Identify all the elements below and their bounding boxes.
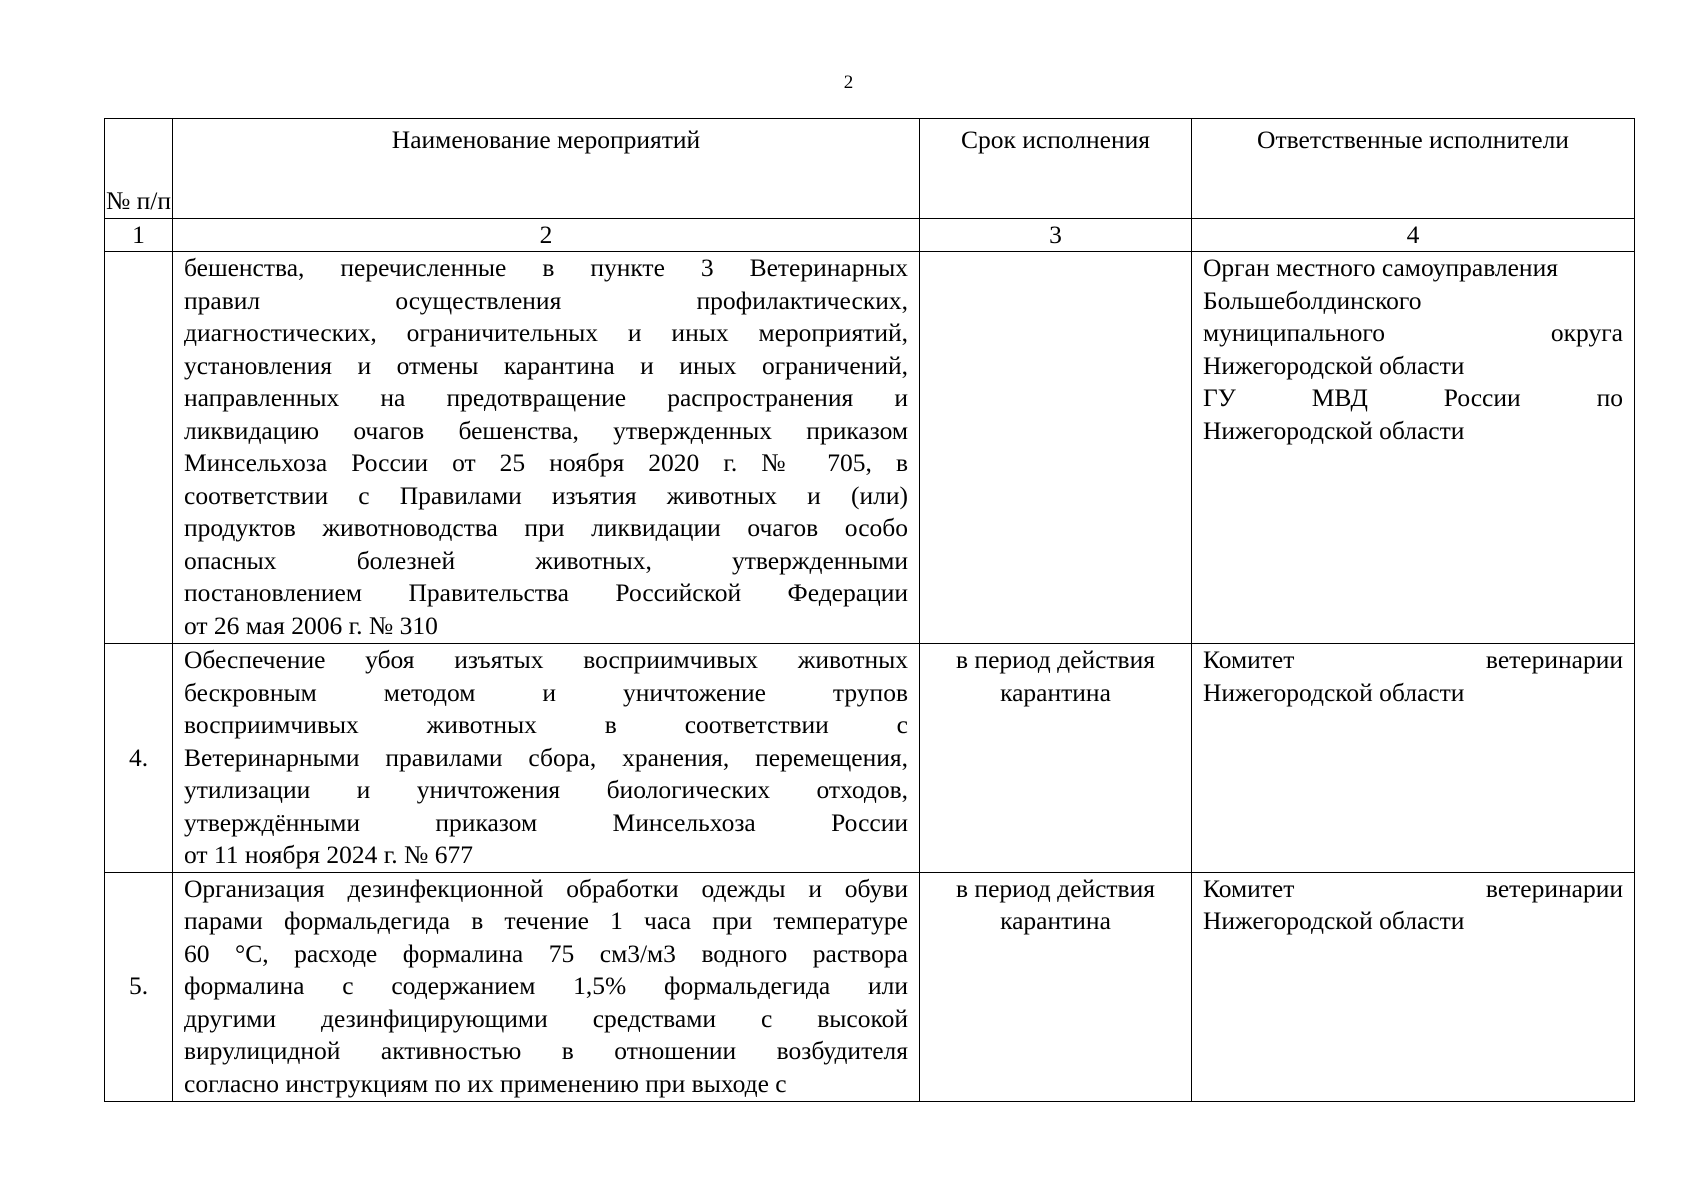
cell-text-line: Большеболдинского bbox=[1203, 285, 1422, 315]
cell-text-line: Нижегородской области bbox=[1203, 906, 1465, 935]
cell-text-line: формалина с содержанием 1,5% формальдегида или bbox=[184, 971, 908, 1000]
cell-text-line: Ветеринарными правилами сбора, хранения, перемещения, bbox=[184, 742, 908, 772]
cell-text-line: парами формальдегида в течение 1 часа при температуре bbox=[184, 906, 908, 935]
cell-text-line: продуктов животноводства при ликвидации очагов особо bbox=[184, 513, 908, 542]
column-index: 2 bbox=[173, 219, 920, 252]
measure-name bbox=[173, 872, 920, 1101]
row-number: 4. bbox=[105, 644, 173, 873]
measure-name bbox=[173, 644, 920, 873]
cell-text-line: Комитет ветеринарии bbox=[1203, 645, 1623, 674]
responsible-executors bbox=[1192, 252, 1635, 644]
cell-text-line: в период действия bbox=[956, 645, 1155, 674]
measures-table bbox=[104, 118, 1635, 1102]
cell-text-line: муниципального округа bbox=[1203, 318, 1623, 347]
cell-text-line: Нижегородской области bbox=[1203, 415, 1465, 445]
cell-text-line: бешенства, перечисленные в пункте 3 Ветеринарных bbox=[184, 253, 908, 282]
header-responsible: Ответственные исполнители bbox=[1192, 119, 1635, 219]
header-name: Наименование мероприятий bbox=[173, 119, 920, 219]
cell-text-line: 60 °С, расходе формалина 75 см3/м3 водного раствора bbox=[184, 938, 908, 968]
cell-text-line: карантина bbox=[1000, 677, 1111, 707]
row-number bbox=[105, 252, 173, 644]
header-term: Срок исполнения bbox=[920, 119, 1192, 219]
cell-text-line: установления и отмены карантина и иных ограничений, bbox=[184, 350, 908, 380]
cell-text-line: вирулицидной активностью в отношении возбудителя bbox=[184, 1036, 908, 1065]
cell-text-line: другими дезинфицирующими средствами с высокой bbox=[184, 1003, 908, 1033]
page-number: 2 bbox=[843, 72, 854, 93]
cell-text-line: ГУ МВД России по bbox=[1203, 383, 1623, 412]
column-index-row bbox=[105, 219, 1635, 252]
cell-text-line: соответствии с Правилами изъятия животных и (или) bbox=[184, 480, 908, 510]
cell-text-line: ликвидацию очагов бешенства, утвержденных приказом bbox=[184, 415, 908, 445]
cell-text-line: Нижегородской области bbox=[1203, 350, 1465, 380]
table-header-row bbox=[105, 119, 1635, 219]
column-index: 1 bbox=[105, 219, 173, 252]
cell-text-line: опасных болезней животных, утвержденными bbox=[184, 545, 908, 575]
table-row bbox=[105, 872, 1635, 1101]
header-number bbox=[105, 119, 173, 219]
cell-text-line: утилизации и уничтожения биологических отходов, bbox=[184, 775, 908, 804]
header-number-label: № п/п bbox=[105, 186, 172, 215]
cell-text-line: Обеспечение убоя изъятых восприимчивых животных bbox=[184, 645, 908, 674]
row-number: 5. bbox=[105, 872, 173, 1101]
cell-text-line: направленных на предотвращение распространения и bbox=[184, 383, 908, 412]
cell-text-line: карантина bbox=[1000, 906, 1111, 935]
cell-text-line: правил осуществления профилактических, bbox=[184, 285, 908, 315]
execution-term bbox=[920, 252, 1192, 644]
cell-text-line: Организация дезинфекционной обработки одежды и обуви bbox=[184, 873, 908, 903]
execution-term bbox=[920, 872, 1192, 1101]
execution-term bbox=[920, 644, 1192, 873]
cell-text-line: постановлением Правительства Российской Федерации bbox=[184, 578, 908, 607]
cell-text-line: от 11 ноября 2024 г. № 677 bbox=[184, 840, 473, 869]
cell-text-line: от 26 мая 2006 г. № 310 bbox=[184, 610, 438, 640]
cell-text-line: бескровным методом и уничтожение трупов bbox=[184, 677, 908, 707]
table-row bbox=[105, 644, 1635, 873]
cell-text-line: восприимчивых животных в соответствии с bbox=[184, 710, 908, 739]
table-row bbox=[105, 252, 1635, 644]
cell-text-line: диагностических, ограничительных и иных мероприятий, bbox=[184, 318, 908, 347]
responsible-executors bbox=[1192, 644, 1635, 873]
measure-name bbox=[173, 252, 920, 644]
cell-text-line: в период действия bbox=[956, 873, 1155, 903]
cell-text-line: Минсельхоза России от 25 ноября 2020 г. № 705, в bbox=[184, 448, 908, 477]
cell-text-line: утверждёнными приказом Минсельхоза России bbox=[184, 807, 908, 837]
column-index: 4 bbox=[1192, 219, 1635, 252]
cell-text-line: согласно инструкциям по их применению при выходе с bbox=[184, 1068, 787, 1098]
cell-text-line: Орган местного самоуправления bbox=[1203, 253, 1558, 282]
responsible-executors bbox=[1192, 872, 1635, 1101]
column-index: 3 bbox=[920, 219, 1192, 252]
cell-text-line: Нижегородской области bbox=[1203, 677, 1465, 707]
cell-text-line: Комитет ветеринарии bbox=[1203, 873, 1623, 903]
